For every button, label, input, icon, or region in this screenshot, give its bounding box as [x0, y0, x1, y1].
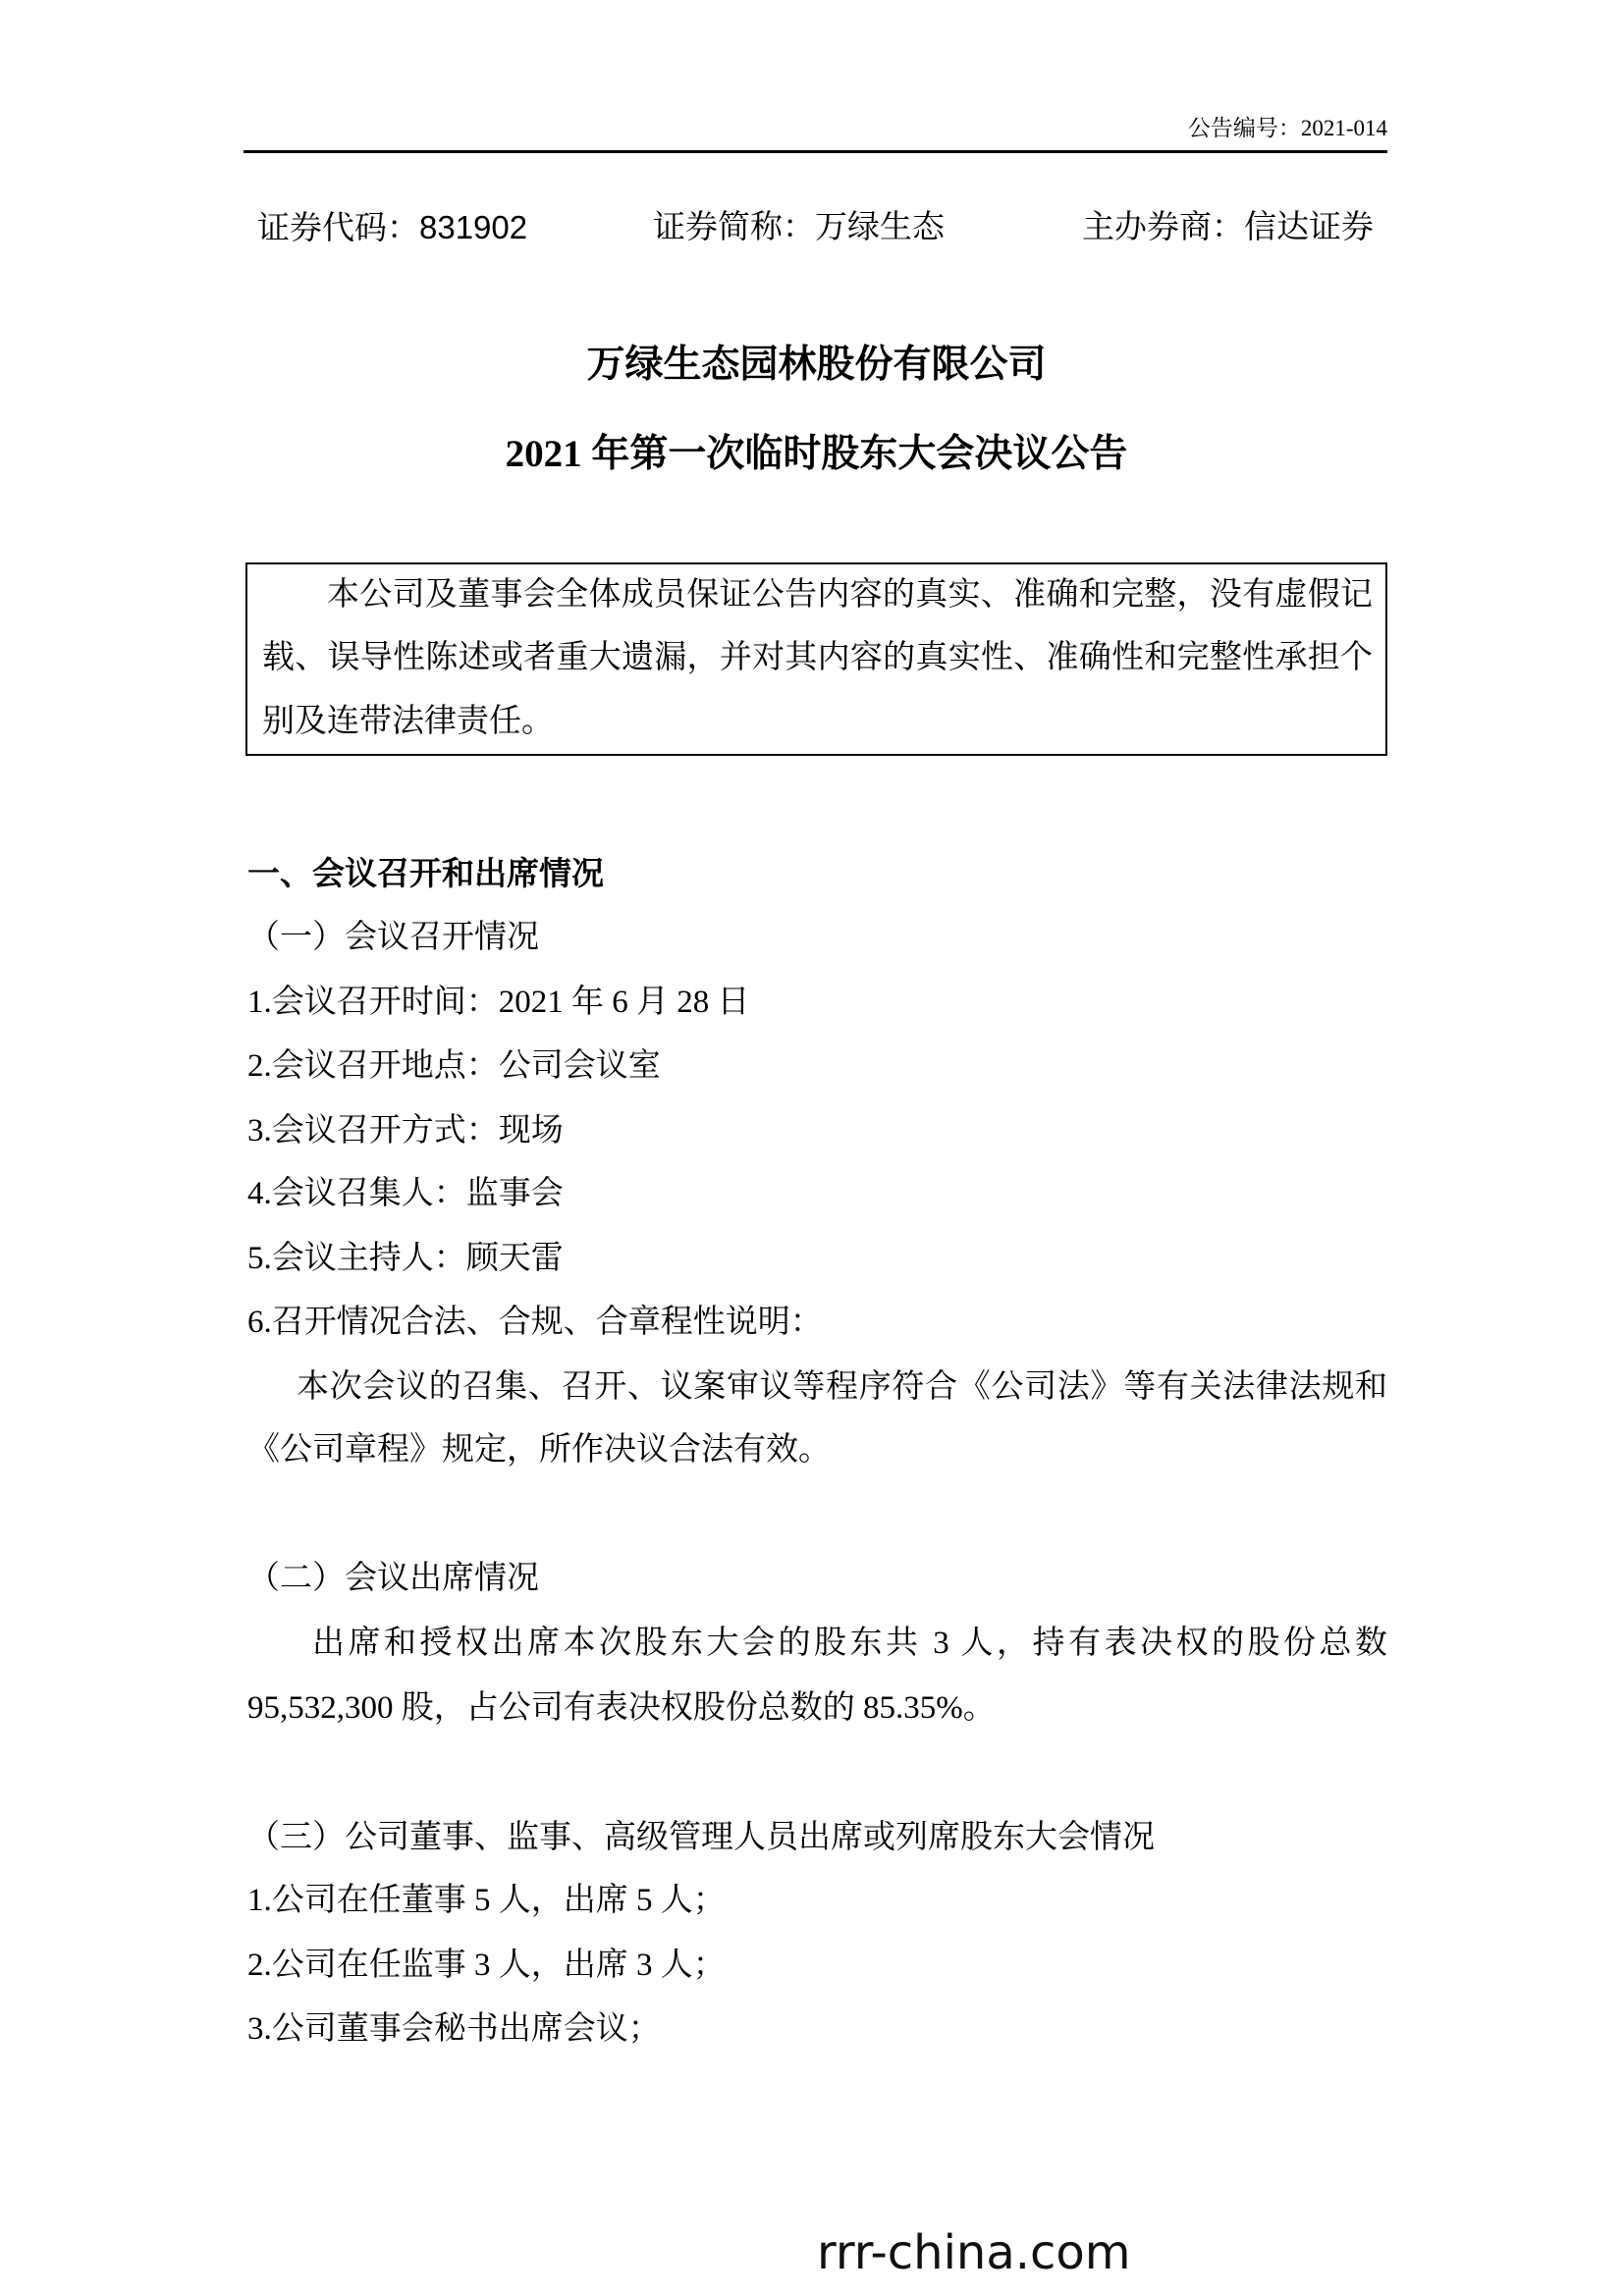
- watermark-text: rrr-china.com: [817, 2225, 1131, 2280]
- header-rule: [244, 150, 1387, 153]
- list-item: 1.公司在任董事 5 人，出席 5 人；: [247, 1883, 726, 1918]
- list-item: 5.会议主持人：顾天雷: [247, 1241, 564, 1276]
- securities-broker: [1082, 206, 1374, 249]
- securities-code-value: 831902: [419, 209, 528, 245]
- list-item: 3.公司董事会秘书出席会议；: [247, 2011, 661, 2047]
- list-item: 6.召开情况合法、合规、合章程性说明：: [247, 1305, 823, 1340]
- list-item: 3.会议召开方式：现场: [247, 1113, 564, 1148]
- securities-abbr-value: 万绿生态: [815, 210, 945, 245]
- securities-code-label: 证券代码：: [257, 211, 419, 246]
- securities-code: [257, 206, 527, 249]
- list-item: 4.会议召集人：监事会: [247, 1176, 564, 1211]
- securities-broker-value: 信达证券: [1244, 210, 1374, 245]
- notice-number: 公告编号：2021-014: [1187, 116, 1387, 140]
- disclaimer-line: 载、误导性陈述或者重大遗漏，并对其内容的真实性、准确性和完整性承担个: [262, 640, 1373, 675]
- disclaimer-line: 别及连带法律责任。: [262, 704, 554, 739]
- list-item: 1.会议召开时间：2021 年 6 月 28 日: [247, 985, 750, 1020]
- subsection-heading-attendance: （二）会议出席情况: [247, 1561, 539, 1596]
- disclaimer-box: [245, 562, 1387, 756]
- attendance-line: 95,532,300 股，占公司有表决权股份总数的 85.35%。: [247, 1690, 996, 1726]
- statement-line: 《公司章程》规定，所作决议合法有效。: [247, 1432, 831, 1468]
- statement-line: 本次会议的召集、召开、议案审议等程序符合《公司法》等有关法律法规和: [297, 1369, 1387, 1405]
- subsection-heading-officers: （三）公司董事、监事、高级管理人员出席或列席股东大会情况: [247, 1820, 1155, 1855]
- disclaimer-line: 本公司及董事会全体成员保证公告内容的真实、准确和完整，没有虚假记: [327, 577, 1373, 613]
- attendance-line: 出席和授权出席本次股东大会的股东共 3 人，持有表决权的股份总数: [312, 1626, 1387, 1661]
- list-item: 2.会议召开地点：公司会议室: [247, 1048, 661, 1084]
- securities-abbr-label: 证券简称：: [653, 210, 815, 245]
- securities-broker-label: 主办券商：: [1082, 210, 1244, 245]
- list-item: 2.公司在任监事 3 人，出席 3 人；: [247, 1948, 726, 1983]
- securities-abbr: [653, 206, 945, 249]
- section-heading: 一、会议召开和出席情况: [247, 857, 604, 892]
- announcement-title: 2021 年第一次临时股东大会决议公告: [505, 433, 1128, 475]
- company-title: 万绿生态园林股份有限公司: [586, 344, 1047, 386]
- subsection-heading-convening: （一）会议召开情况: [247, 920, 539, 955]
